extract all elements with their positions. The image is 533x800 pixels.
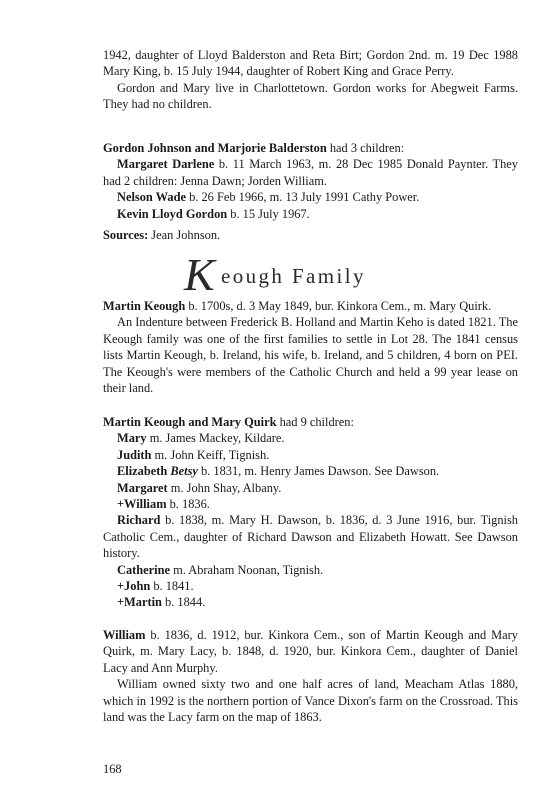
child-name: Judith bbox=[117, 447, 152, 462]
william-entry bbox=[103, 627, 518, 676]
martin-family-heading bbox=[103, 414, 518, 430]
martin-family-block bbox=[103, 414, 518, 611]
child-details: b. 1836. bbox=[166, 497, 210, 512]
gordon-family-block bbox=[103, 140, 518, 222]
child-name: +John bbox=[117, 579, 151, 594]
martin-couple-name: Martin Keough and Mary Quirk bbox=[103, 415, 277, 429]
child-entry bbox=[103, 189, 518, 205]
child-details: b. 15 July 1967. bbox=[227, 206, 310, 221]
martin-details: b. 1700s, d. 3 May 1849, bur. Kinkora Cem., m. Mary Quirk. bbox=[185, 299, 492, 313]
intro-paragraph-2: Gordon and Mary live in Charlottetown. Gordon works for Abegweit Farms. They had no children. bbox=[103, 80, 518, 112]
child-name: Kevin Lloyd Gordon bbox=[117, 206, 228, 221]
child-details: m. John Keiff, Tignish. bbox=[151, 447, 270, 462]
sources-text: Jean Johnson. bbox=[148, 228, 221, 242]
child-entry bbox=[103, 447, 518, 463]
child-name: Nelson Wade bbox=[117, 190, 186, 205]
gordon-family-heading bbox=[103, 140, 518, 156]
sources-line bbox=[103, 227, 518, 243]
child-details: b. 1844. bbox=[161, 595, 206, 610]
child-name: +Martin bbox=[117, 595, 162, 610]
section-title-initial: K bbox=[184, 249, 215, 300]
child-entry bbox=[103, 430, 518, 446]
child-name: Margaret Darlene bbox=[117, 157, 215, 172]
child-name: Catherine bbox=[117, 562, 170, 577]
child-entry bbox=[103, 156, 518, 189]
section-title bbox=[0, 249, 533, 300]
gordon-heading-text: had 3 children: bbox=[326, 141, 405, 155]
page-number: 168 bbox=[103, 762, 122, 776]
william-details: b. 1836, d. 1912, bur. Kinkora Cem., son of Martin Keough and Mary Quirk, m. Mary Lacy, b. 1848, d. 1920, bur. Kinkora Cem., daughter of Daniel Lacy and Ann Murphy. bbox=[103, 628, 518, 675]
child-entry bbox=[103, 480, 518, 496]
gordon-couple-name: Gordon Johnson and Marjorie Balderston bbox=[103, 141, 327, 155]
child-entry bbox=[103, 512, 518, 561]
william-block bbox=[103, 627, 518, 725]
child-details: b. 1838, m. Mary H. Dawson, b. 1836, d. 3 June 1916, bur. Tignish Catholic Cem., daughter of Richard Dawson and Elizabeth Howatt. See Dawson history. bbox=[103, 513, 518, 561]
child-entry bbox=[103, 578, 518, 594]
martin-heading-text: had 9 children: bbox=[276, 415, 354, 429]
child-entry bbox=[103, 562, 518, 578]
intro-block bbox=[103, 47, 518, 113]
child-nickname: Betsy bbox=[170, 464, 198, 479]
child-details: m. John Shay, Albany. bbox=[167, 480, 282, 495]
william-history: William owned sixty two and one half acres of land, Meacham Atlas 1880, which in 1992 is the northern portion of Vance Dixon's farm on the Crossroad. This land was the Lacy farm on the map of 1863. bbox=[103, 677, 518, 725]
sources-block bbox=[103, 227, 518, 243]
child-name: Richard bbox=[117, 513, 161, 528]
intro-paragraph: 1942, daughter of Lloyd Balderston and Reta Birt; Gordon 2nd. m. 19 Dec 1988 Mary King, b. 15 July 1944, daughter of Robert King and Grace Perry. bbox=[103, 48, 518, 79]
child-entry bbox=[103, 594, 518, 610]
child-details: m. James Mackey, Kildare. bbox=[146, 431, 285, 446]
child-entry bbox=[103, 496, 518, 512]
child-details: m. Abraham Noonan, Tignish. bbox=[170, 562, 324, 577]
martin-block bbox=[103, 298, 518, 396]
child-entry bbox=[103, 463, 518, 479]
martin-name: Martin Keough bbox=[103, 299, 186, 313]
sources-label: Sources: bbox=[103, 228, 149, 242]
child-details: b. 1841. bbox=[150, 579, 194, 594]
child-entry bbox=[103, 206, 518, 222]
child-name: +William bbox=[117, 497, 167, 512]
martin-history: An Indenture between Frederick B. Holland and Martin Keho is dated 1821. The Keough family was one of the first families to settle in Lot 28. The 1841 census lists Martin Keough, b. Ireland, his wife, b. Ireland, and 5 children, 4 born on PEI. The Keough's were members of the Catholic Church and held a 99 year lease on their land. bbox=[103, 315, 518, 396]
child-name: Margaret bbox=[117, 480, 168, 495]
child-details: b. 26 Feb 1966, m. 13 July 1991 Cathy Power. bbox=[185, 190, 420, 205]
child-details: b. 11 March 1963, m. 28 Dec 1985 Donald Paynter. They had 2 children: Jenna Dawn; Jorden William. bbox=[103, 157, 518, 188]
section-title-text: eough Family bbox=[221, 264, 366, 288]
martin-entry bbox=[103, 298, 518, 314]
child-details: b. 1831, m. Henry James Dawson. See Dawson. bbox=[197, 464, 440, 479]
child-name: Elizabeth bbox=[117, 464, 171, 479]
william-name: William bbox=[103, 628, 146, 642]
child-name: Mary bbox=[117, 431, 147, 446]
